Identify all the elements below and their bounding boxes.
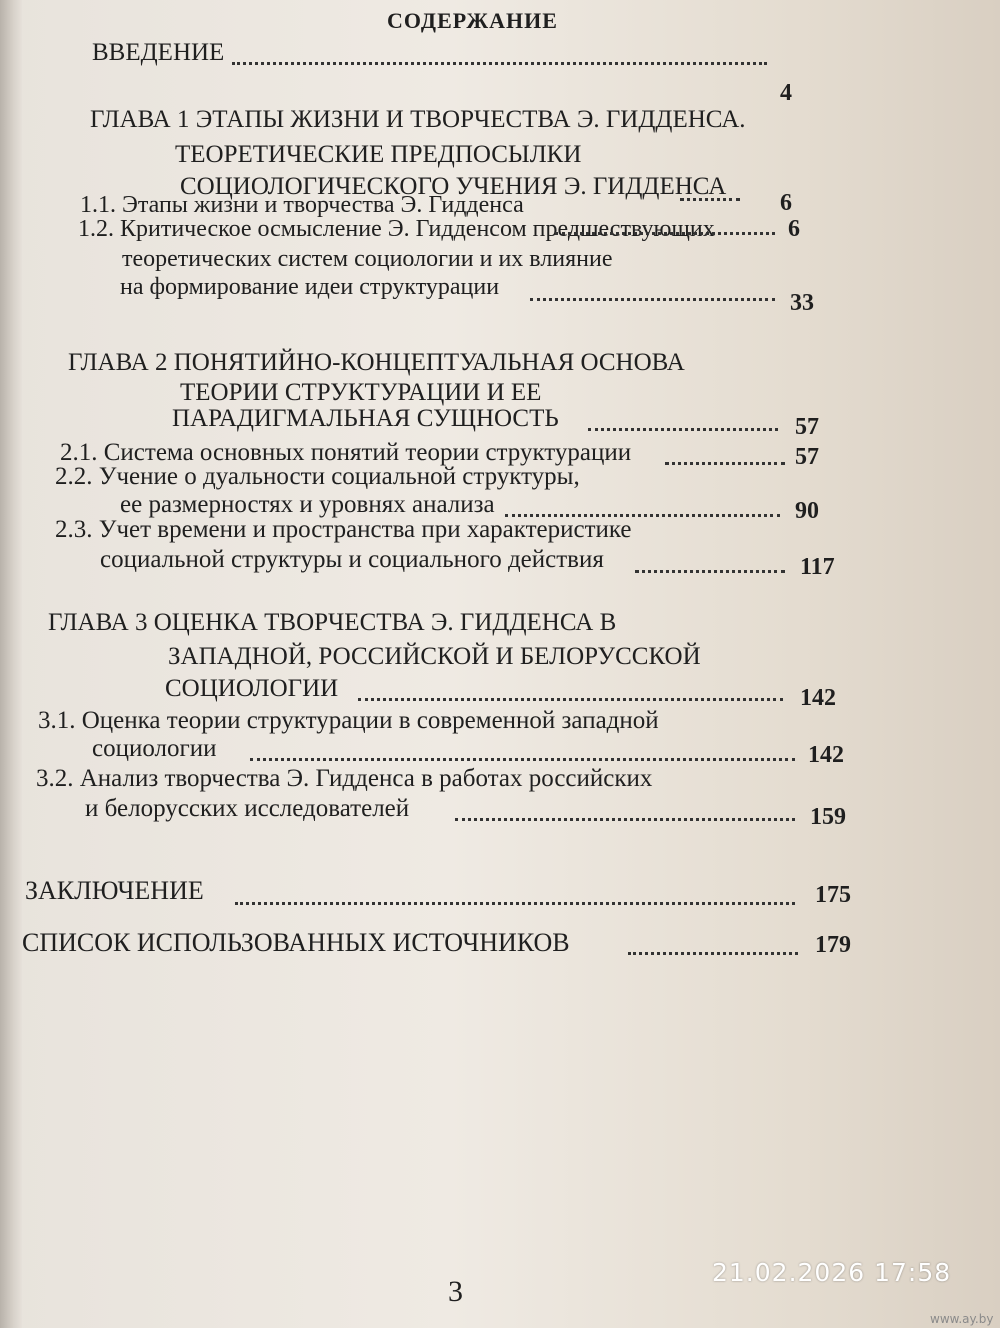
- dot-leader: [635, 570, 785, 573]
- toc-chapter-1-line-2: ТЕОРЕТИЧЕСКИЕ ПРЕДПОСЫЛКИ: [175, 141, 582, 168]
- page-ref: 142: [800, 685, 836, 711]
- toc-chapter-3-line-1: ГЛАВА 3 ОЦЕНКА ТВОРЧЕСТВА Э. ГИДДЕНСА В: [48, 609, 617, 636]
- page-ref: 117: [800, 554, 835, 580]
- dot-leader: [232, 62, 767, 65]
- toc-entry-introduction: ВВЕДЕНИЕ: [92, 39, 225, 66]
- photo-timestamp: 21.02.2026 17:58: [712, 1258, 952, 1287]
- toc-title: СОДЕРЖАНИЕ: [387, 8, 558, 33]
- toc-section-3-1-line-2: социологии: [92, 735, 217, 762]
- toc-section-3-2-line-1: 3.2. Анализ творчества Э. Гидденса в работах российских: [36, 765, 653, 792]
- toc-section-2-1: 2.1. Система основных понятий теории структурации: [60, 439, 632, 466]
- toc-entry-conclusion: ЗАКЛЮЧЕНИЕ: [25, 876, 204, 905]
- page-ref: 6: [788, 216, 800, 242]
- toc-section-2-2-line-2: ее размерностях и уровнях анализа: [120, 491, 495, 518]
- page-ref: 6: [780, 190, 792, 216]
- page-ref: 159: [810, 804, 846, 830]
- page-ref: 90: [795, 498, 819, 524]
- page-ref: 142: [808, 742, 844, 768]
- toc-chapter-2-line-3: ПАРАДИГМАЛЬНАЯ СУЩНОСТЬ: [172, 405, 559, 432]
- toc-section-2-2-line-1: 2.2. Учение о дуальности социальной структуры,: [55, 463, 580, 490]
- page-ref: 179: [815, 932, 851, 958]
- toc-chapter-1-line-1: ГЛАВА 1 ЭТАПЫ ЖИЗНИ И ТВОРЧЕСТВА Э. ГИДДЕНСА.: [90, 106, 746, 133]
- toc-section-3-2-line-2: и белорусских исследователей: [85, 795, 410, 822]
- toc-section-1-2-line-2: теоретических систем социологии и их влияние: [122, 246, 613, 272]
- page-ref: 175: [815, 882, 851, 908]
- toc-chapter-2-line-2: ТЕОРИИ СТРУКТУРАЦИИ И ЕЕ: [180, 379, 542, 406]
- dot-leader: [628, 952, 798, 955]
- watermark: www.ay.by: [930, 1312, 994, 1326]
- toc-chapter-2-line-1: ГЛАВА 2 ПОНЯТИЙНО-КОНЦЕПТУАЛЬНАЯ ОСНОВА: [68, 349, 685, 376]
- toc-section-2-3-line-1: 2.3. Учет времени и пространства при характеристике: [55, 516, 632, 543]
- toc-chapter-1-line-3: СОЦИОЛОГИЧЕСКОГО УЧЕНИЯ Э. ГИДДЕНСА: [180, 173, 727, 200]
- dot-leader: [665, 462, 785, 465]
- toc-section-1-1: 1.1. Этапы жизни и творчества Э. Гидденса: [80, 192, 524, 218]
- dot-leader: [530, 298, 775, 301]
- dot-leader: [235, 902, 795, 905]
- page-ref: 57: [795, 444, 819, 470]
- toc-section-2-3-line-2: социальной структуры и социального действия: [100, 546, 604, 573]
- page-ref: 57: [795, 414, 819, 440]
- page-ref: 4: [780, 80, 792, 106]
- toc-entry-bibliography: СПИСОК ИСПОЛЬЗОВАННЫХ ИСТОЧНИКОВ: [22, 928, 570, 957]
- dot-leader: [588, 428, 778, 431]
- page-number: 3: [448, 1275, 463, 1308]
- page-ref: 33: [790, 290, 814, 316]
- toc-section-1-2-line-1: 1.2. Критическое осмысление Э. Гидденсом предшествующих: [78, 216, 715, 242]
- toc-section-3-1-line-1: 3.1. Оценка теории структурации в современной западной: [38, 707, 659, 734]
- dot-leader: [358, 698, 783, 701]
- toc-chapter-3-line-2: ЗАПАДНОЙ, РОССИЙСКОЙ И БЕЛОРУССКОЙ: [168, 643, 701, 670]
- toc-section-1-2-line-3: на формирование идеи структурации: [120, 274, 500, 300]
- dot-leader: [555, 232, 775, 235]
- dot-leader: [455, 818, 795, 821]
- dot-leader: [250, 758, 795, 761]
- dot-leader: [680, 198, 740, 201]
- toc-chapter-3-line-3: СОЦИОЛОГИИ: [165, 675, 339, 702]
